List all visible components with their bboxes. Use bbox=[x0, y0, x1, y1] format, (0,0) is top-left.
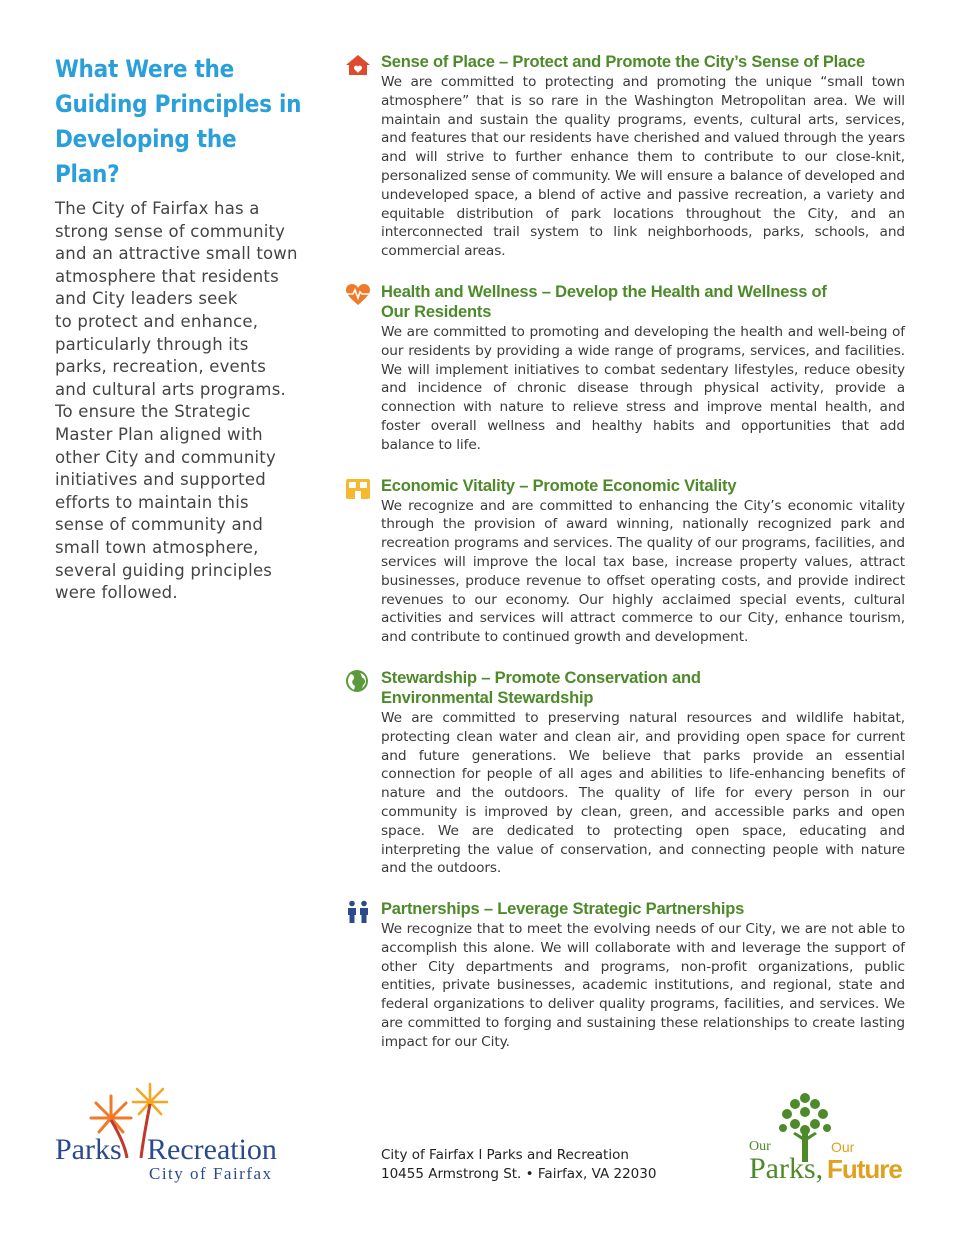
logo-text-parks: Parks, bbox=[749, 1152, 824, 1185]
address-line-2: 10455 Armstrong St. • Fairfax, VA 22030 bbox=[381, 1166, 657, 1182]
logo-text-recreation: Recreation bbox=[147, 1133, 277, 1166]
house-icon bbox=[345, 53, 371, 77]
section-sense-of-place bbox=[345, 52, 905, 261]
section-body: We are committed to protecting and promoting the unique “small town atmosphere” that is so rare in the Washington Metropolitan area. We will maintain and sustain the quality programs, events, cultural arts, services, and features that our residents have cherished and valued through the years and will strive to further enhance them to contribute to our close-knit, personalized sense of community. We will ensure a balance of developed and undeveloped space, a blend of active and passive recreation, a variety and equitable distribution of park locations throughout the City, and an interconnected trail system to link neighborhoods, parks, schools, and commercial areas. bbox=[381, 74, 905, 260]
footer-address bbox=[381, 1146, 656, 1184]
section-heading: Health and Wellness – Develop the Health and Wellness of Our Residents bbox=[381, 282, 827, 321]
section-body: We are committed to promoting and developing the health and well-being of our residents by providing a wide range of programs, services, and facilities. We will implement initiatives to combat sedentary lifestyles, reduce obesity and incidence of chronic disease through physical activity, provide a connection with nature to relieve stress and improve mental health, and foster overall wellness and healthy habits and opportunities that add balance to life. bbox=[381, 323, 905, 453]
section-partnerships bbox=[345, 899, 905, 1052]
logo-text-our-1: Our bbox=[749, 1139, 771, 1154]
section-health-wellness bbox=[345, 282, 905, 455]
section-body: We recognize and are committed to enhancing the City’s economic vitality through the provision of award winning, nationally recognized park and recreation programs and services. The quality of our programs, facilities, and services will improve the local tax base, increase property values, attract businesses, produce revenue to offset operating costs, and provide indirect revenues to our economy. Our highly acclaimed special events, cultural activities and services will attract commerce to our City, enhance tourism, and contribute to continued growth and development. bbox=[381, 497, 905, 646]
sidebar bbox=[55, 52, 305, 605]
intro-paragraph: The City of Fairfax has a strong sense of community and an attractive small town atmosphere that residents and City leaders seek to protect and enhance, particularly through its parks, recreation, events and cultural arts programs. To ensure the Strategic Master Plan aligned with other City and community initiatives and supported efforts to maintain this sense of community and small town atmosphere, several guiding principles were followed. bbox=[55, 199, 298, 603]
logo-text-future: Future bbox=[827, 1154, 902, 1184]
logo-text-parks: Parks bbox=[55, 1133, 122, 1166]
globe-icon bbox=[345, 669, 371, 693]
section-heading: Sense of Place – Protect and Promote the City’s Sense of Place bbox=[381, 53, 865, 71]
section-body: We recognize that to meet the evolving needs of our City, we are not able to accomplish this alone. We will collaborate with and leverage the support of other City departments and programs, non-profit organizations, public entities, private businesses, academic institutions, and regional, state and federal organizations to deliver quality programs, facilities, and services. We are committed to forging and sustaining these relationships to create lasting impact for our City. bbox=[381, 921, 905, 1050]
principles-list bbox=[345, 52, 905, 1052]
people-icon bbox=[345, 900, 371, 924]
address-line-1: City of Fairfax l Parks and Recreation bbox=[381, 1147, 629, 1163]
page-title: What Were the Guiding Principles in Developing the Plan? bbox=[55, 55, 302, 188]
our-parks-our-future-logo bbox=[745, 1090, 910, 1190]
section-economic-vitality bbox=[345, 476, 905, 647]
section-body: We are committed to preserving natural resources and wildlife habitat, protecting clean water and clean air, and providing open space for current and future generations. We believe that parks provide an essential connection for people of all ages and abilities to life-enhancing benefits of nature and the outdoors. The quality of life for every person in our community is improved by clean, green, and accessible parks and open space. We are dedicated to protecting open space, educating and interpreting the value of conservation, and connecting people with nature and the outdoors. bbox=[381, 709, 905, 877]
section-heading: Stewardship – Promote Conservation and Environmental Stewardship bbox=[381, 668, 701, 707]
storefront-icon bbox=[345, 477, 371, 501]
logo-text-city: City of Fairfax bbox=[149, 1164, 273, 1183]
logo-text-our-2: Our bbox=[831, 1139, 855, 1155]
section-stewardship bbox=[345, 668, 905, 878]
parks-recreation-logo bbox=[55, 1080, 295, 1190]
section-heading: Partnerships – Leverage Strategic Partnerships bbox=[381, 900, 745, 919]
section-heading: Economic Vitality – Promote Economic Vitality bbox=[381, 476, 737, 495]
heart-pulse-icon bbox=[345, 283, 371, 307]
